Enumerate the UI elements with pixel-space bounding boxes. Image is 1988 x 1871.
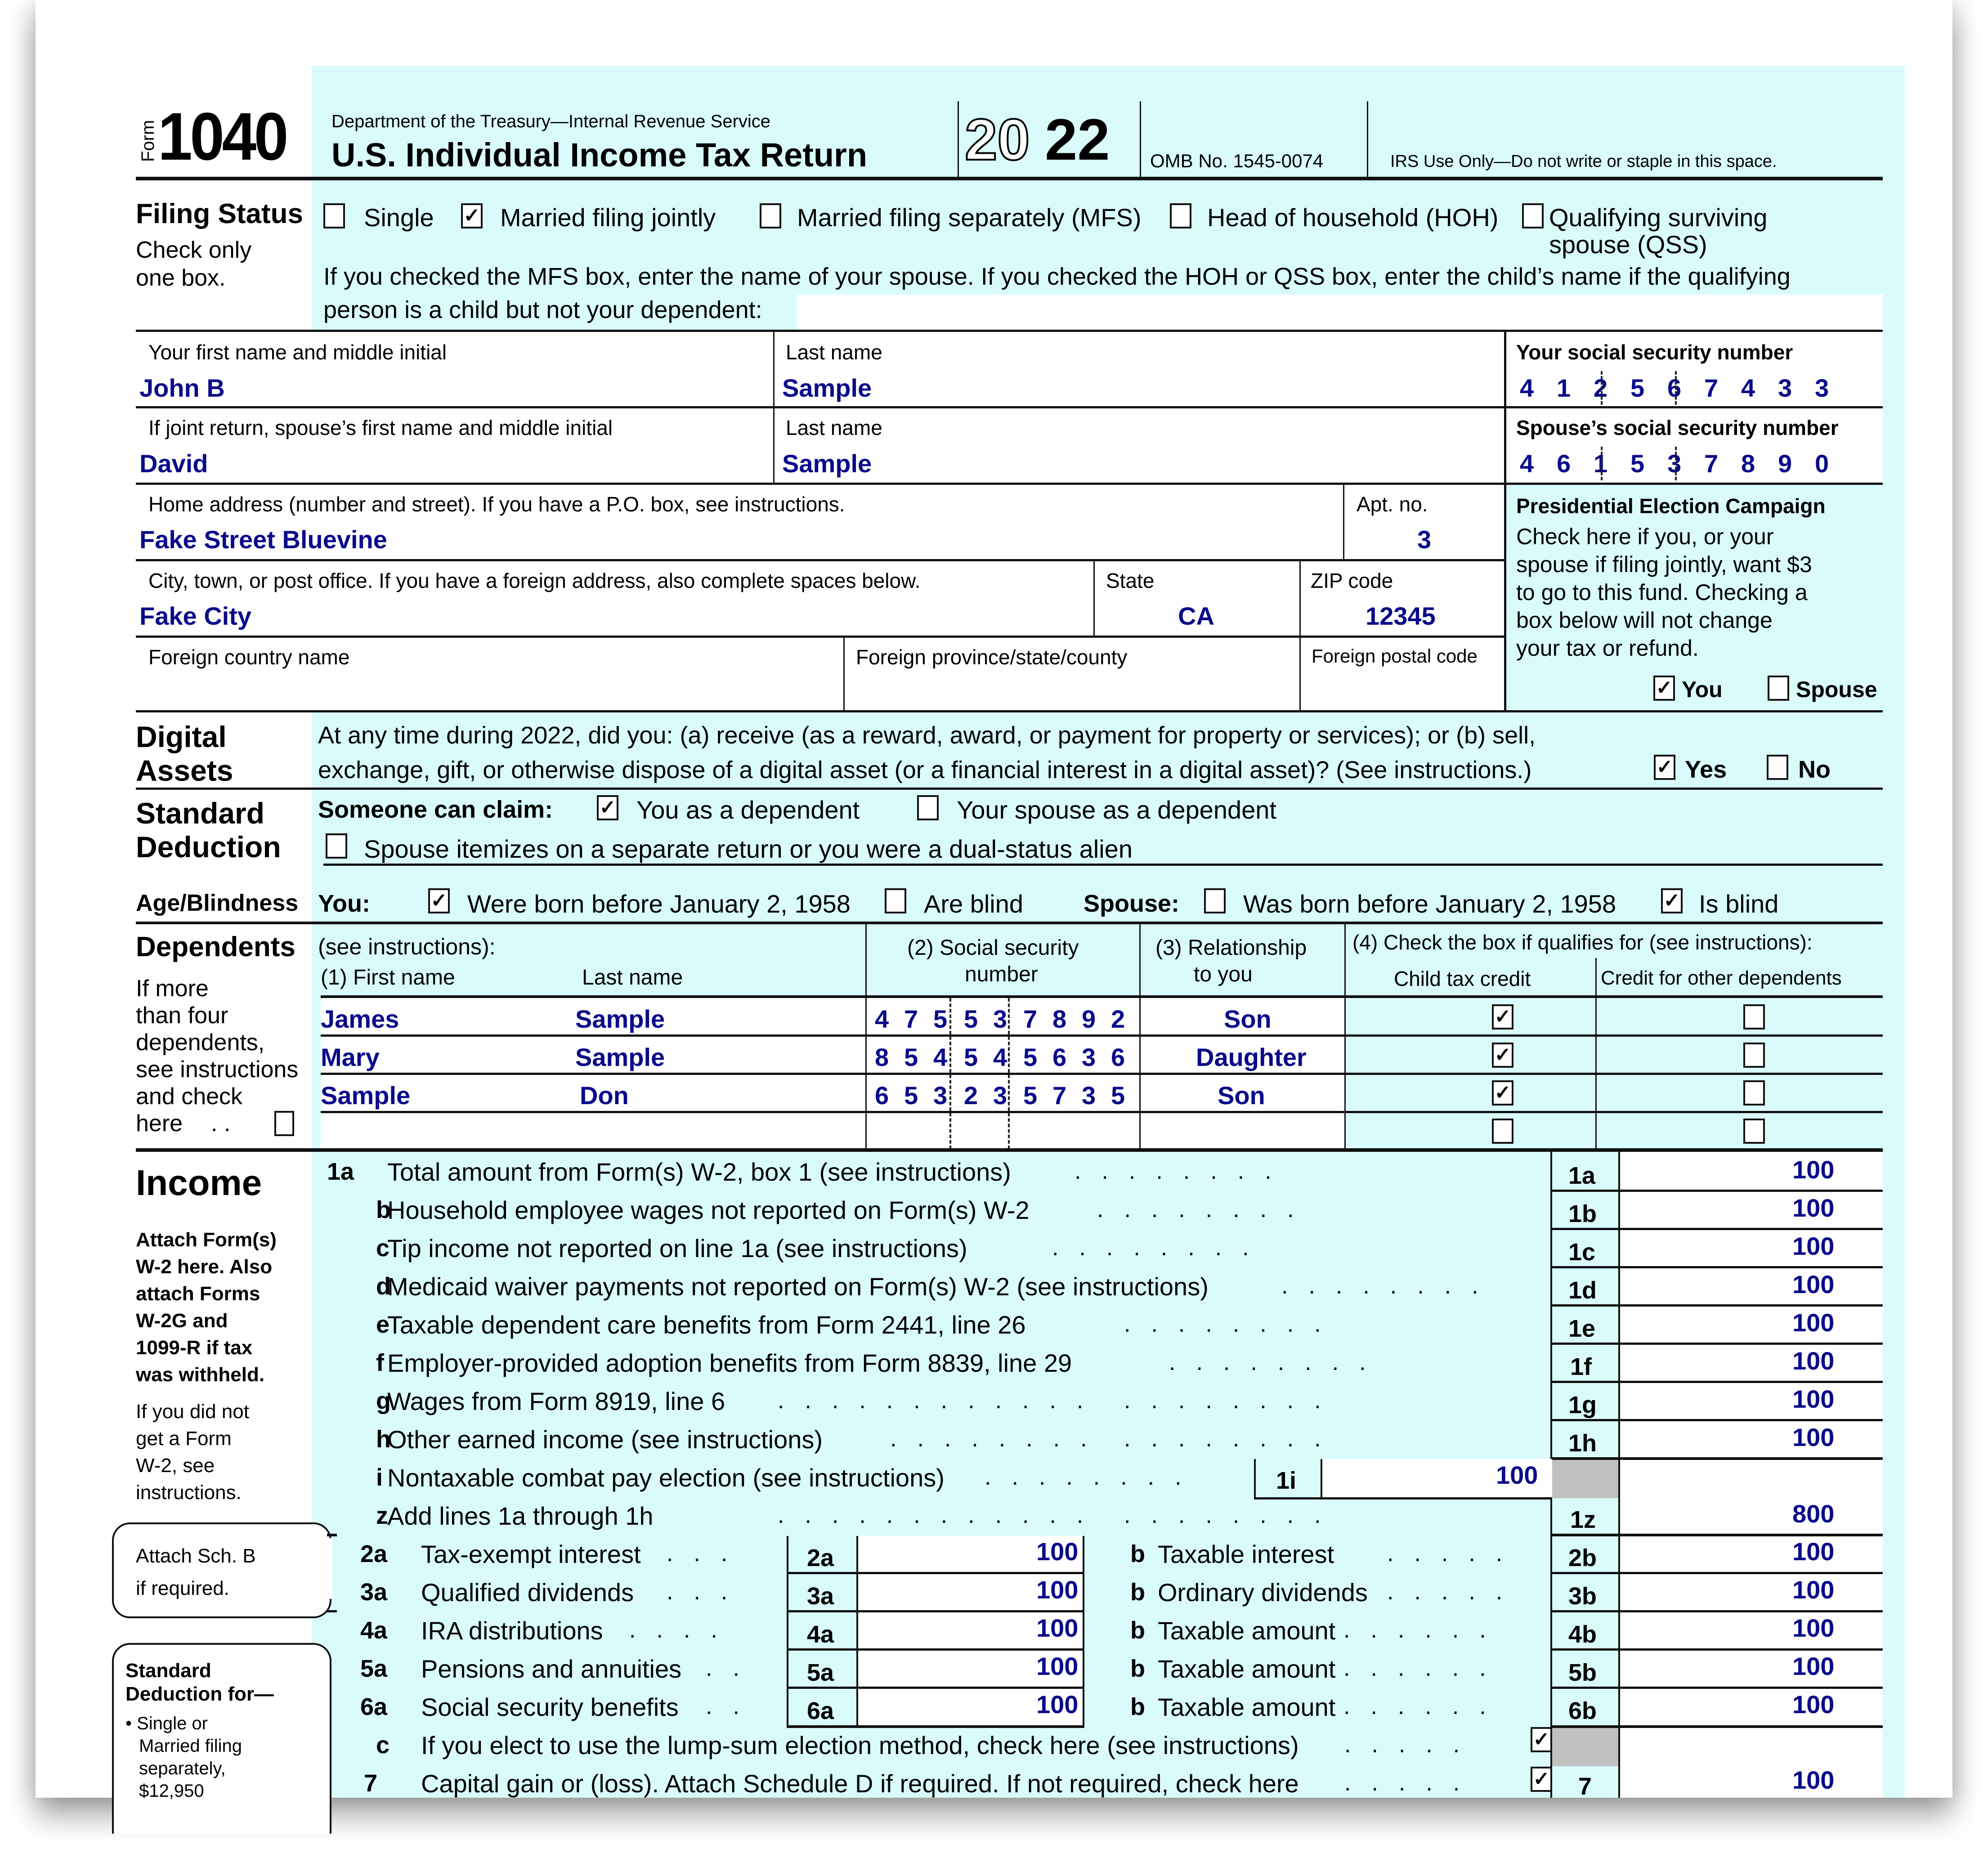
digital-assets-question: At any time during 2022, did you: (a) receive (as a reward, award, or payment for property or services); or (b) sell, — [318, 722, 1536, 749]
dependent-first-name[interactable]: Sample — [321, 1081, 411, 1110]
dependent-relationship[interactable]: Daughter — [1196, 1043, 1307, 1071]
digital-assets-yes-checkbox[interactable] — [1654, 755, 1675, 780]
qualifying-surviving-spouse-checkbox[interactable] — [1522, 203, 1544, 228]
line-1e-label: Taxable dependent care benefits from Form 2441, line 26 — [387, 1311, 1026, 1339]
box-label: 7 — [1578, 1773, 1592, 1800]
digital-assets-yes-label: Yes — [1685, 756, 1727, 783]
spouse-first-name-label: If joint return, spouse’s first name and middle initial — [148, 416, 613, 439]
income-heading: Income — [136, 1163, 262, 1203]
line-6a-label: Social security benefits — [421, 1693, 679, 1721]
filing-status-instruction: person is a child but not your dependent: — [323, 296, 762, 323]
other-dependent-credit-checkbox[interactable] — [1743, 1119, 1765, 1144]
line-1b-field[interactable]: 100 — [1792, 1194, 1835, 1222]
shaded-cell — [1552, 1460, 1618, 1498]
married-filing-jointly-label: Married filing jointly — [500, 203, 716, 232]
line-5b-field[interactable]: 100 — [1792, 1652, 1835, 1680]
leader-dots: ........ — [1097, 1196, 1315, 1222]
line-number: c — [376, 1732, 390, 1759]
line-1z-label: Add lines 1a through 1h — [387, 1502, 654, 1530]
spouse-first-name-field[interactable]: David — [139, 449, 208, 478]
attach-note: W-2G and — [136, 1310, 228, 1332]
campaign-you-label: You — [1682, 677, 1723, 702]
box-label: 1b — [1568, 1200, 1597, 1227]
no-w2-note: instructions. — [136, 1482, 242, 1504]
standard-deduction-heading: Deduction — [136, 830, 281, 864]
line-5a-field[interactable]: 100 — [1036, 1652, 1079, 1680]
dependent-last-name[interactable]: Sample — [575, 1043, 665, 1071]
filing-status-heading: Filing Status — [136, 198, 303, 229]
line-number: 4a — [360, 1617, 388, 1644]
attach-note: attach Forms — [136, 1283, 260, 1305]
check-icon: ✓ — [1533, 1768, 1550, 1790]
leader-dots: ............ — [778, 1502, 1104, 1528]
leader-dots: ............ — [778, 1388, 1104, 1414]
dependents-side-note: If more — [136, 976, 209, 1002]
col-first-name-header: (1) First name — [321, 966, 455, 989]
head-of-household-checkbox[interactable] — [1170, 203, 1191, 228]
line-6a-field[interactable]: 100 — [1036, 1690, 1079, 1719]
line-letter: b — [1130, 1617, 1145, 1644]
presidential-text: box below will not change — [1516, 608, 1773, 633]
last-name-field[interactable]: Sample — [782, 374, 872, 402]
leader-dots: ........ — [1052, 1235, 1270, 1261]
dependent-name-field-empty[interactable] — [321, 1115, 860, 1146]
filing-status-subtext: Check only — [136, 237, 252, 263]
you-blind-label: Are blind — [924, 890, 1024, 918]
child-tax-credit-checkbox[interactable] — [1492, 1080, 1513, 1106]
std-ded-box-title: Standard — [125, 1660, 211, 1682]
foreign-country-field[interactable] — [139, 670, 841, 706]
line-number: 2a — [360, 1540, 388, 1567]
spouse-last-name-field[interactable]: Sample — [782, 449, 872, 478]
standard-deduction-heading: Standard — [136, 797, 265, 830]
attach-note: 1099-R if tax — [136, 1337, 253, 1359]
line-letter: b — [1130, 1655, 1145, 1682]
shaded-cell — [1552, 1728, 1618, 1766]
last-name-label: Last name — [786, 340, 882, 364]
line-3b-field[interactable]: 100 — [1792, 1576, 1835, 1604]
leader-dots: ... — [667, 1540, 748, 1567]
spouse-as-dependent-label: Your spouse as a dependent — [957, 796, 1276, 824]
line-1g-field[interactable]: 100 — [1792, 1385, 1835, 1413]
schb-note: if required. — [136, 1577, 229, 1599]
child-tax-credit-checkbox[interactable] — [1492, 1119, 1513, 1144]
box-label: 2a — [807, 1544, 834, 1571]
box-label: 1c — [1568, 1239, 1596, 1266]
age-you-label: You: — [318, 890, 370, 917]
line-number: 3a — [360, 1579, 388, 1606]
line-6b-field[interactable]: 100 — [1792, 1690, 1835, 1719]
attach-note: was withheld. — [136, 1364, 265, 1386]
line-number: 6a — [360, 1693, 388, 1720]
dependents-see-instructions: (see instructions): — [318, 934, 496, 959]
col-credits-header: (4) Check the box if qualifies for (see instructions): — [1352, 931, 1813, 954]
line-6b-label: Taxable amount — [1158, 1693, 1336, 1721]
line-4a-field[interactable]: 100 — [1036, 1614, 1079, 1642]
line-2a-label: Tax-exempt interest — [421, 1540, 641, 1568]
leader-dots: ........ — [1075, 1158, 1292, 1184]
presidential-campaign-heading: Presidential Election Campaign — [1516, 494, 1826, 518]
line-5b-label: Taxable amount — [1158, 1655, 1336, 1683]
state-label: State — [1106, 569, 1155, 592]
city-label: City, town, or post office. If you have a foreign address, also complete spaces below. — [148, 569, 921, 592]
line-4b-field[interactable]: 100 — [1792, 1614, 1835, 1642]
box-label: 3b — [1568, 1583, 1597, 1610]
line-number: c — [376, 1235, 390, 1262]
leader-dots: ...... — [1343, 1655, 1507, 1681]
year-outline: 20 — [965, 107, 1030, 172]
box-label: 6b — [1568, 1697, 1597, 1724]
check-icon: ✓ — [1656, 756, 1673, 778]
presidential-text: spouse if filing jointly, want $3 — [1516, 552, 1812, 577]
spouse-as-dependent-checkbox[interactable] — [917, 795, 939, 820]
digital-assets-heading: Digital — [136, 720, 227, 753]
line-2b-field[interactable]: 100 — [1792, 1537, 1835, 1566]
line-number: b — [376, 1196, 391, 1223]
spouse-blind-checkbox[interactable] — [1661, 888, 1683, 913]
std-ded-box-title: Deduction for— — [125, 1683, 274, 1705]
attach-note: W-2 here. Also — [136, 1256, 273, 1278]
box-label: 2b — [1568, 1544, 1597, 1571]
line-3a-field[interactable]: 100 — [1036, 1576, 1079, 1604]
check-icon: ✓ — [1533, 1728, 1550, 1750]
box-label: 1f — [1570, 1353, 1592, 1380]
foreign-province-label: Foreign province/state/county — [856, 645, 1128, 669]
filing-status-instruction: If you checked the MFS box, enter the name of your spouse. If you checked the HOH or QSS box, enter the child’s name if the qualifying — [323, 263, 1791, 290]
line-1f-label: Employer-provided adoption benefits from Form 8839, line 29 — [387, 1349, 1072, 1377]
line-4b-label: Taxable amount — [1158, 1616, 1336, 1645]
presidential-text: Check here if you, or your — [1516, 524, 1774, 549]
col-last-name-header: Last name — [582, 966, 683, 989]
line-number: g — [376, 1388, 391, 1414]
std-ded-bullet: Married filing — [139, 1736, 242, 1756]
schedule-d-not-required-checkbox[interactable] — [1531, 1767, 1552, 1792]
line-7-field[interactable]: 100 — [1792, 1766, 1835, 1794]
line-1b-label: Household employee wages not reported on Form(s) W-2 — [387, 1196, 1030, 1224]
lump-sum-election-checkbox[interactable] — [1531, 1727, 1552, 1752]
line-1f-field[interactable]: 100 — [1792, 1347, 1835, 1375]
child-tax-credit-checkbox[interactable] — [1492, 1043, 1513, 1068]
single-label: Single — [364, 203, 434, 232]
box-label: 5a — [807, 1659, 834, 1686]
state-field[interactable]: CA — [1178, 602, 1214, 630]
line-1h-field[interactable]: 100 — [1792, 1423, 1835, 1451]
leader-dots: .... — [629, 1617, 738, 1643]
box-label: 1d — [1568, 1277, 1597, 1304]
spouse-last-name-label: Last name — [786, 416, 882, 439]
omb-number: OMB No. 1545-0074 — [1150, 150, 1324, 171]
no-w2-note: get a Form — [136, 1428, 232, 1450]
you-as-dependent-label: You as a dependent — [636, 796, 860, 824]
presidential-text: to go to this fund. Checking a — [1516, 580, 1808, 605]
line-number: d — [376, 1273, 391, 1300]
box-label: 4b — [1568, 1621, 1597, 1648]
line-4a-label: IRA distributions — [421, 1616, 603, 1645]
irs-use-only: IRS Use Only—Do not write or staple in this space. — [1390, 152, 1777, 171]
line-5a-label: Pensions and annuities — [421, 1655, 682, 1683]
line-1d-label: Medicaid waiver payments not reported on Form(s) W-2 (see instructions) — [387, 1272, 1209, 1301]
age-spouse-label: Spouse: — [1084, 890, 1180, 917]
dependents-side-note: here — [136, 1110, 183, 1137]
leader-dots: ........ — [1124, 1388, 1342, 1414]
first-name-label: Your first name and middle initial — [148, 340, 447, 364]
leader-dots: ...... — [1343, 1617, 1507, 1643]
col-relationship-header: (3) Relationship — [1155, 936, 1307, 960]
check-icon: ✓ — [463, 205, 480, 227]
schb-note: Attach Sch. B — [136, 1545, 256, 1567]
line-number: i — [376, 1464, 383, 1491]
digital-assets-no-checkbox[interactable] — [1767, 755, 1788, 780]
line-1z-field[interactable]: 800 — [1792, 1499, 1835, 1528]
you-born-before-label: Were born before January 2, 1958 — [467, 890, 851, 918]
attach-note: Attach Form(s) — [136, 1229, 277, 1251]
apt-label: Apt. no. — [1357, 492, 1428, 516]
leader-dots: ........ — [1124, 1502, 1342, 1528]
leader-dots: ..... — [1387, 1579, 1523, 1605]
col-child-tax-credit-header: Child tax credit — [1394, 967, 1531, 990]
foreign-postal-label: Foreign postal code — [1312, 645, 1478, 667]
leader-dots: ..... — [1344, 1732, 1481, 1758]
std-ded-bullet: $12,950 — [139, 1781, 204, 1801]
ssn-field[interactable]: 4 1 2 5 6 7 4 3 3 — [1520, 376, 1880, 407]
spouse-ssn-label: Spouse’s social security number — [1516, 416, 1839, 439]
box-label: 1e — [1568, 1315, 1596, 1342]
dependent-ssn-field-empty[interactable] — [875, 1115, 1136, 1146]
child-tax-credit-checkbox[interactable] — [1492, 1004, 1513, 1029]
std-ded-bullet: • Single or — [125, 1714, 208, 1733]
leader-dots: .. — [706, 1655, 760, 1681]
line-1a-label: Total amount from Form(s) W-2, box 1 (see instructions) — [387, 1158, 1011, 1186]
line-1c-label: Tip income not reported on line 1a (see instructions) — [387, 1234, 967, 1262]
dependent-last-name[interactable]: Sample — [575, 1005, 665, 1033]
spouse-itemizes-checkbox[interactable] — [326, 833, 347, 859]
dependents-side-note: see instructions — [136, 1056, 299, 1083]
dependent-last-name[interactable]: Don — [580, 1081, 629, 1110]
dependent-first-name[interactable]: Mary — [321, 1043, 380, 1071]
spouse-ssn-field[interactable]: 4 6 1 5 3 7 8 9 0 — [1520, 451, 1880, 483]
line-letter: b — [1130, 1579, 1145, 1606]
box-label: 6a — [807, 1697, 834, 1724]
check-icon: ✓ — [430, 890, 448, 912]
line-number: 1a — [327, 1158, 354, 1185]
col-other-credit-header: Credit for other dependents — [1601, 967, 1842, 989]
ssn-label: Your social security number — [1516, 340, 1793, 364]
married-filing-jointly-checkbox[interactable] — [461, 203, 483, 228]
box-label: 5b — [1568, 1659, 1597, 1686]
campaign-spouse-label: Spouse — [1796, 677, 1877, 702]
form-number: 1040 — [158, 98, 286, 174]
line-number: h — [376, 1426, 391, 1453]
foreign-country-label: Foreign country name — [148, 645, 350, 669]
dependents-side-note: and check — [136, 1083, 243, 1110]
form-title: U.S. Individual Income Tax Return — [331, 136, 868, 174]
line-3a-label: Qualified dividends — [421, 1578, 634, 1607]
leader-dots: ........ — [985, 1464, 1202, 1490]
no-w2-note: If you did not — [136, 1401, 249, 1423]
check-icon: ✓ — [1656, 677, 1673, 699]
dependent-relationship-field-empty[interactable] — [1146, 1115, 1340, 1146]
no-w2-note: W-2, see — [136, 1455, 215, 1477]
you-blind-checkbox[interactable] — [885, 888, 906, 913]
dependent-relationship[interactable]: Son — [1218, 1081, 1265, 1110]
leader-dots: ..... — [1387, 1540, 1523, 1567]
line-1g-label: Wages from Form 8919, line 6 — [387, 1387, 725, 1415]
someone-can-claim-label: Someone can claim: — [318, 796, 553, 823]
line-1d-field[interactable]: 100 — [1792, 1270, 1835, 1298]
age-blindness-heading: Age/Blindness — [136, 890, 299, 916]
box-label: 3a — [807, 1583, 834, 1610]
dependents-side-note: than four — [136, 1003, 228, 1029]
spouse-blind-label: Is blind — [1699, 890, 1779, 918]
line-3b-label: Ordinary dividends — [1158, 1578, 1368, 1607]
zip-field[interactable]: 12345 — [1366, 602, 1436, 630]
line-number: z — [376, 1502, 388, 1529]
line-number: 7 — [364, 1770, 378, 1797]
leader-dots: ........ — [890, 1426, 1108, 1452]
digital-assets-no-label: No — [1798, 756, 1831, 783]
check-icon: ✓ — [1494, 1082, 1511, 1104]
line-1e-field[interactable]: 100 — [1792, 1308, 1835, 1337]
line-2b-label: Taxable interest — [1158, 1540, 1334, 1568]
campaign-you-checkbox[interactable] — [1653, 676, 1675, 701]
first-name-field[interactable]: John B — [139, 374, 225, 402]
digital-assets-question: exchange, gift, or otherwise dispose of a digital asset (or a financial interest in a digital asset)? (See instructions.) — [318, 756, 1532, 783]
col-relationship-header: to you — [1194, 962, 1253, 986]
leader-dots: .. — [706, 1693, 760, 1719]
dependent-relationship[interactable]: Son — [1224, 1005, 1272, 1033]
box-label: 1a — [1568, 1162, 1596, 1189]
other-dependent-credit-checkbox[interactable] — [1743, 1080, 1765, 1106]
leader-dots: ...... — [1343, 1693, 1507, 1719]
spouse-itemizes-label: Spouse itemizes on a separate return or you were a dual-status alien — [364, 835, 1133, 863]
box-label: 4a — [807, 1621, 834, 1648]
box-label: 1g — [1568, 1392, 1597, 1419]
foreign-province-field[interactable] — [850, 670, 1295, 706]
leader-dots: . . — [211, 1110, 231, 1137]
qss-label: spouse (QSS) — [1549, 230, 1707, 259]
you-born-before-checkbox[interactable] — [428, 888, 450, 913]
check-icon: ✓ — [1494, 1044, 1511, 1066]
presidential-text: your tax or refund. — [1516, 636, 1699, 661]
leader-dots: ........ — [1124, 1311, 1342, 1337]
qualifying-person-name-field[interactable] — [797, 295, 1883, 331]
col-ssn-header: number — [965, 962, 1038, 986]
line-1c-field[interactable]: 100 — [1792, 1232, 1835, 1260]
head-of-household-label: Head of household (HOH) — [1207, 203, 1499, 232]
check-icon: ✓ — [1663, 890, 1680, 912]
std-ded-bullet: separately, — [139, 1759, 226, 1778]
check-icon: ✓ — [599, 797, 616, 819]
digital-assets-heading: Assets — [136, 754, 233, 787]
check-icon: ✓ — [1494, 1006, 1511, 1028]
foreign-postal-field[interactable] — [1304, 670, 1502, 706]
spouse-born-before-checkbox[interactable] — [1204, 888, 1226, 913]
leader-dots: ..... — [1344, 1770, 1481, 1796]
dependent-ssn[interactable]: 4 7 5 5 3 7 8 9 2 — [875, 1005, 1125, 1033]
address-field[interactable]: Fake Street Bluevine — [139, 525, 387, 554]
box-label: 1z — [1570, 1506, 1596, 1533]
line-number: 5a — [360, 1655, 388, 1682]
dependent-first-name[interactable]: James — [321, 1005, 399, 1033]
leader-dots: ... — [667, 1579, 748, 1605]
address-label: Home address (number and street). If you have a P.O. box, see instructions. — [148, 492, 845, 516]
filing-status-subtext: one box. — [136, 265, 226, 291]
leader-dots: ........ — [1169, 1349, 1387, 1375]
dependents-side-note: dependents, — [136, 1029, 265, 1056]
line-7-label: Capital gain or (loss). Attach Schedule D if required. If not required, check here — [421, 1769, 1299, 1798]
line-2a-field[interactable]: 100 — [1036, 1537, 1079, 1566]
dependent-ssn[interactable]: 6 5 3 2 3 5 7 3 5 — [875, 1081, 1125, 1110]
campaign-spouse-checkbox[interactable] — [1768, 676, 1789, 701]
other-dependent-credit-checkbox[interactable] — [1743, 1043, 1765, 1068]
married-filing-separately-checkbox[interactable] — [760, 203, 781, 228]
spouse-born-before-label: Was born before January 2, 1958 — [1243, 890, 1616, 918]
other-dependent-credit-checkbox[interactable] — [1743, 1004, 1765, 1029]
married-filing-separately-label: Married filing separately (MFS) — [797, 203, 1142, 232]
line-number: f — [376, 1349, 384, 1376]
city-field[interactable]: Fake City — [139, 602, 251, 630]
line-6c-label: If you elect to use the lump-sum election method, check here (see instructions) — [421, 1731, 1299, 1759]
line-letter: b — [1130, 1693, 1145, 1720]
zip-label: ZIP code — [1311, 569, 1393, 592]
form-label: Form — [138, 120, 158, 162]
line-1i-value: 100 — [1496, 1461, 1538, 1489]
box-label: 1i — [1276, 1467, 1297, 1494]
qss-label: Qualifying surviving — [1549, 203, 1768, 232]
line-1h-label: Other earned income (see instructions) — [387, 1425, 823, 1454]
line-letter: b — [1130, 1540, 1145, 1567]
year-bold: 22 — [1045, 107, 1110, 172]
leader-dots: ........ — [1124, 1426, 1342, 1452]
department-text: Department of the Treasury—Internal Revenue Service — [331, 112, 771, 131]
col-ssn-header: (2) Social security — [907, 936, 1079, 960]
line-number: e — [376, 1311, 390, 1338]
line-1a-field[interactable]: 100 — [1792, 1155, 1835, 1184]
line-1i-label: Nontaxable combat pay election (see instructions) — [387, 1464, 945, 1492]
form-1040-page — [36, 0, 1952, 1801]
apt-field[interactable]: 3 — [1417, 525, 1432, 554]
leader-dots: ........ — [1281, 1273, 1499, 1299]
box-label: 1h — [1568, 1430, 1597, 1457]
single-checkbox[interactable] — [323, 203, 345, 228]
more-than-four-dependents-checkbox[interactable] — [274, 1111, 294, 1136]
you-as-dependent-checkbox[interactable] — [597, 795, 618, 820]
dependent-ssn[interactable]: 8 5 4 5 4 5 6 3 6 — [875, 1043, 1125, 1071]
dependents-heading: Dependents — [136, 931, 296, 962]
